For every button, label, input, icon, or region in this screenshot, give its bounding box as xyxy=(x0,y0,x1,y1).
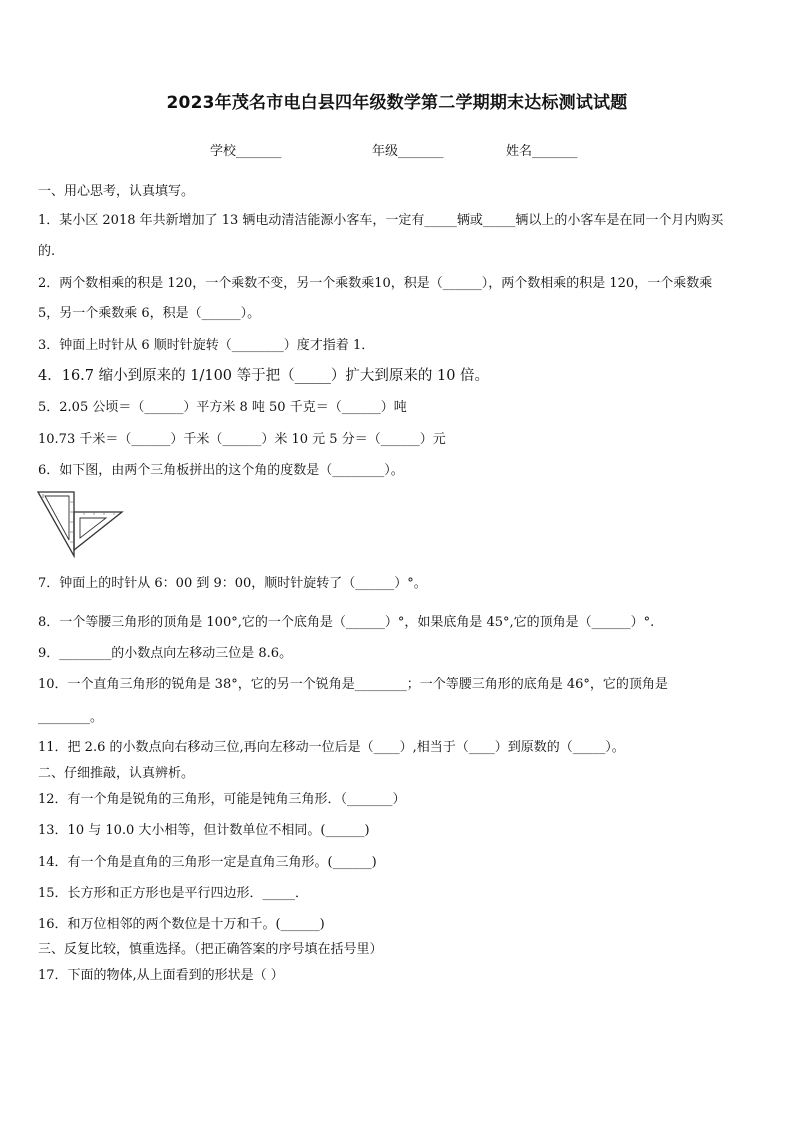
question-4: 4．16.7 缩小到原来的 1/100 等于把（_____）扩大到原来的 10 倍。 xyxy=(38,368,490,384)
question-13: 13．10 与 10.0 大小相等，但计数单位不相同。(______) xyxy=(38,823,370,838)
question-7: 7．钟面上的时针从 6：00 到 9：00，顺时针旋转了（______）°。 xyxy=(38,576,427,591)
question-5: 5．2.05 公顷＝（______）平方米 8 吨 50 千克＝（______）吨 xyxy=(38,400,407,415)
page-title: 2023年茂名市电白县四年级数学第二学期期末达标测试试题 xyxy=(166,93,628,113)
question-2-cont: 5，另一个乘数乘 6，积是（______）。 xyxy=(38,306,261,321)
question-12: 12．有一个角是锐角的三角形，可能是钝角三角形．（_______） xyxy=(38,792,406,807)
name-field: 姓名_______ xyxy=(506,144,578,159)
section-2-heading: 二、仔细推敲，认真辨析。 xyxy=(38,766,195,781)
question-16: 16．和万位相邻的两个数位是十万和千。(______) xyxy=(38,917,325,932)
question-10: 10．一个直角三角形的锐角是 38°，它的另一个锐角是________；一个等腰三角形的底角是 46°，它的顶角是 xyxy=(38,677,668,692)
question-5-cont: 10.73 千米＝（______）千米（______）米 10 元 5 分＝（______）元 xyxy=(38,432,446,447)
section-3-heading: 三、反复比较，慎重选择。（把正确答案的序号填在括号里） xyxy=(38,942,383,957)
question-15: 15．长方形和正方形也是平行四边形．_____． xyxy=(38,886,309,901)
set-square-small xyxy=(74,512,122,550)
question-14: 14．有一个角是直角的三角形一定是直角三角形。(______) xyxy=(38,855,377,870)
question-2: 2．两个数相乘的积是 120，一个乘数不变，另一个乘数乘10，积是（______），两个数相乘的积是 120，一个乘数乘 xyxy=(38,276,713,291)
question-8: 8．一个等腰三角形的顶角是 100°,它的一个底角是（______）°，如果底角是 45°,它的顶角是（______）°. xyxy=(38,615,655,630)
question-17: 17．下面的物体,从上面看到的形状是（ ） xyxy=(38,968,284,983)
grade-field: 年级_______ xyxy=(372,144,444,159)
question-6: 6．如下图，由两个三角板拼出的这个角的度数是（________）。 xyxy=(38,463,404,478)
question-10-cont: ________。 xyxy=(38,710,104,725)
school-field: 学校_______ xyxy=(210,144,282,159)
question-11: 11．把 2.6 的小数点向右移动三位,再向左移动一位后是（____）,相当于（____）到原数的（_____）。 xyxy=(38,740,625,755)
triangle-rulers-figure xyxy=(36,488,128,558)
question-9: 9．________的小数点向左移动三位是 8.6。 xyxy=(38,646,293,661)
section-1-heading: 一、用心思考，认真填写。 xyxy=(38,184,195,199)
question-1: 1．某小区 2018 年共新增加了 13 辆电动清洁能源小客车，一定有_____辆或_____辆以上的小客车是在同一个月内购买 xyxy=(38,213,724,228)
question-3: 3．钟面上时针从 6 顺时针旋转（________）度才指着 1． xyxy=(38,338,375,353)
question-1-cont: 的. xyxy=(38,244,56,259)
set-square-large xyxy=(38,492,74,556)
